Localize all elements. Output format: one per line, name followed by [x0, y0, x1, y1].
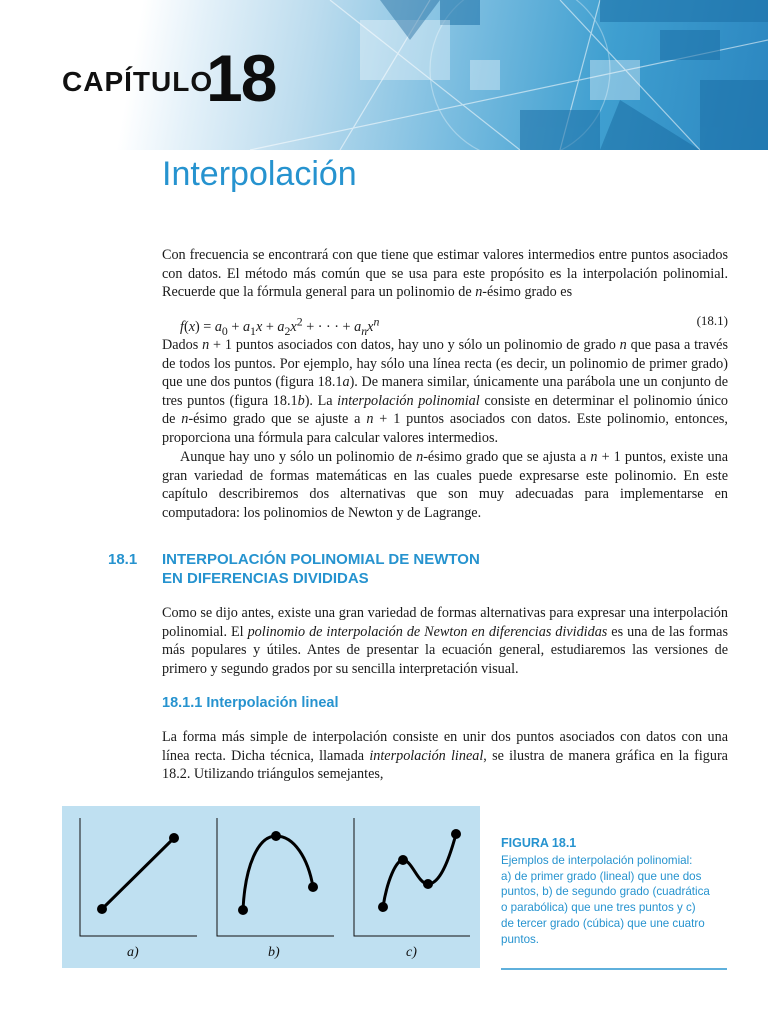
panel-b-point	[308, 882, 318, 892]
caption-line: o parabólica) que une tres puntos y c)	[501, 901, 696, 915]
caption-divider	[501, 968, 727, 970]
panel-a-linear-curve	[102, 838, 174, 909]
subsection-heading: 18.1.1 Interpolación lineal	[162, 695, 339, 711]
figure-caption	[501, 836, 727, 948]
panel-b-point	[271, 831, 281, 841]
chapter-banner	[0, 0, 768, 150]
figure-label: FIGURA 18.1	[501, 836, 577, 850]
figure-graphs	[62, 806, 480, 968]
section-title: INTERPOLACIÓN POLINOMIAL DE NEWTON EN DIFERENCIAS DIVIDIDAS	[162, 551, 480, 587]
panel-a-label: a)	[127, 945, 139, 960]
section-paragraph: Como se dijo antes, existe una gran variedad de formas alternativas para expresar una interpolación polinomial. El polinomio de interpolación de Newton en diferencias divididas es una de las formas más populares y útiles. Antes de presentar la ecuación general, estudiaremos las versiones de primero y segundo grados por su sencilla interpretación visual.	[162, 605, 728, 677]
paragraph-unique-polynomial: Dados n + 1 puntos asociados con datos, hay uno y sólo un polinomio de grado n que pasa a través de todos los puntos. Por ejemplo, hay sólo una línea recta (es decir, un polinomio de primer grado) que une dos puntos (figura 18.1a). De manera similar, únicamente una parábola une un conjunto de tres puntos (figura 18.1b). La interpolación polinomial consiste en determinar el polinomio único de n-ésimo grado que se ajuste a n + 1 puntos asociados con datos. Este polinomio, entonces, proporciona una fórmula para calcular valores intermedios.	[162, 337, 728, 446]
equation-number: (18.1)	[696, 313, 728, 328]
caption-line: de tercer grado (cúbica) que une cuatro	[501, 916, 705, 930]
panel-b-quadratic-curve	[243, 836, 313, 910]
intro-paragraph: Con frecuencia se encontrará con que tiene que estimar valores intermedios entre puntos asociados con datos. El método más común que se usa para este propósito es la interpolación polinomial. Recuerde que la fórmula general para un polinomio de n-ésimo grado es	[162, 247, 728, 301]
caption-line: a) de primer grado (lineal) que une dos	[501, 869, 702, 883]
caption-line: puntos, b) de segundo grado (cuadrática	[501, 885, 710, 899]
panel-c-point	[378, 902, 388, 912]
panel-c-cubic-curve	[383, 834, 456, 907]
panel-c-point	[423, 879, 433, 889]
panel-c-point	[398, 855, 408, 865]
panel-c-point	[451, 829, 461, 839]
equation-body: $f(x) = a_0 + a_1x + a_2x^2$ + · · · + $a_nx^n$	[180, 314, 380, 338]
panel-b-point	[238, 905, 248, 915]
chapter-label: CAPÍTULO	[62, 66, 214, 97]
subsection-paragraph: La forma más simple de interpolación consiste en unir dos puntos asociados con datos con una línea recta. Dicha técnica, llamada interpolación lineal, se ilustra de manera gráfica en la figura 18.2. Utilizando triángulos semejantes,	[162, 729, 728, 783]
panel-a-point	[97, 904, 107, 914]
figure-18-1-panel	[62, 806, 480, 968]
paragraph-forms: Aunque hay uno y sólo un polinomio de n-ésimo grado que se ajusta a n + 1 puntos, existe una gran variedad de formas matemáticas en las cuales puede expresarse este polinomio. En este capítulo describiremos dos alternativas que son muy adecuadas para implementarse en computadora: los polinomios de Newton y de Lagrange.	[162, 449, 728, 521]
panel-c-label: c)	[406, 945, 417, 960]
panel-b-label: b)	[268, 945, 280, 960]
chapter-number: 18	[206, 41, 276, 115]
section-number: 18.1	[108, 551, 138, 568]
caption-line: Ejemplos de interpolación polinomial:	[501, 853, 693, 867]
panel-a-point	[169, 833, 179, 843]
caption-line: puntos.	[501, 932, 540, 946]
panel-a-axes	[80, 818, 197, 936]
chapter-title: Interpolación	[162, 155, 357, 193]
